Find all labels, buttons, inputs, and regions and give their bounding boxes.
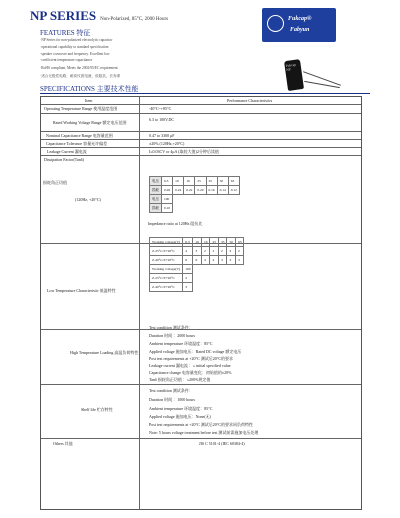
dissipation-label: Dissipation Factor(Tanδ): [44, 157, 84, 162]
tand-table: 电压 6.3 10 16 25 35 50 63 损耗 0.26 0.24 0.22 0.20 0.16 0.14 0.12 电压 100 损耗 0.10: [149, 176, 240, 213]
features-title: FEATURES 特征: [40, 29, 91, 37]
logo-mark-icon: [267, 15, 284, 32]
feature-line: ·coefficient temperature capacitance: [40, 58, 93, 62]
dissipation-condition: (120Hz, +20°C): [75, 197, 101, 202]
load-life-label: High Temperature Loading 高温负荷特性: [70, 350, 139, 355]
specs-divider: [40, 93, 370, 94]
header-item: Item: [85, 98, 93, 103]
others-label: Others 其他: [53, 441, 73, 446]
row-value: 0.47 to 3300 μF: [149, 133, 175, 138]
load-life-line: Test condition 测试条件：: [149, 325, 193, 330]
shelf-life-label: Shelf life 贮存特性: [81, 407, 113, 412]
shelf-life-line: Applied voltage 施加电压：None(无): [149, 414, 211, 419]
capacitor-image: Fukcap NP: [284, 59, 304, 91]
row-item: Rated Working Voltage Range 额定电压范围: [53, 120, 127, 125]
load-life-line: Applied voltage 施加电压：Rated DC voltage 额定电压: [149, 349, 242, 354]
header-performance: Performance Characteristics: [227, 98, 273, 103]
low-temp-note: Impedance ratio at 120Hz 阻抗比: [148, 221, 203, 226]
series-title: NP SERIES Non-Polarized, 85°C, 2000 Hours: [30, 8, 169, 23]
feature-line: ·适合无极性电路，耐高纹波电流，低阻抗，长寿命: [40, 74, 121, 78]
others-value: JIS C 5101-4 (IEC 60384-4): [199, 441, 245, 446]
shelf-life-line: Test condition 测试条件：: [149, 388, 193, 393]
shelf-life-line: Post test requirements at +20°C 测试后20°C的要求同负荷特性: [149, 422, 254, 427]
row-item: Capacitance Tolerance 容量允许偏差: [46, 141, 108, 146]
load-life-line: Ambient temperature 环境温度：85°C: [149, 341, 213, 346]
shelf-life-line: Note: 5 hours voltage treatment before test 测试前需施加电压处理: [149, 430, 259, 435]
feature-line: ·RoHS compliant. Meets the 2002/95/EC requirement: [40, 66, 118, 70]
row-value: -40°C~+85°C: [149, 106, 172, 111]
spec-table: [40, 96, 362, 510]
feature-line: ·NP Series for non-polarized electrolytic capacitor: [40, 38, 113, 42]
shelf-life-line: Duration 时间 ：1000 hours: [149, 397, 196, 402]
feature-line: ·operational capability to standard specification: [40, 45, 109, 49]
impedance-table: Working voltage(V) 6.3 10 16 25 35 50 63 Z-25°C/Z+20°C 4 3 2 2 2 2 2 Z-40°C/Z+20°C 8 6 4 4 3 3 3 Working voltage(V) 100 Z-25°C/Z+20°C 2 Z-40°C/Z+20°C 3: [149, 237, 244, 292]
load-life-line: Leakage current 漏电流 ：≤ initial specified value: [149, 363, 231, 368]
brand-logo: Fukcap® Fabyun: [262, 8, 336, 42]
row-item: Nominal Capacitance Range 电容量范围: [46, 133, 113, 138]
load-life-line: Tanδ 损耗角正切值 ：≤200%规定值: [149, 377, 211, 382]
feature-line: ·speaker crossover and frequency. Excellent low: [40, 52, 110, 56]
low-temp-label: Low Temperature Characteristic 低温特性: [47, 288, 116, 293]
specs-title: SPECIFICATIONS 主要技术性能: [40, 85, 139, 93]
load-life-line: Duration 时间 ：2000 hours: [149, 333, 196, 338]
row-item: Operating Temperature Range 使用温度范围: [44, 106, 118, 111]
load-life-line: Post test requirements at +20°C 测试后20°C的要求: [149, 356, 234, 361]
row-value: ±20% (120Hz,+20°C): [149, 141, 185, 146]
row-item: Leakage Current 漏电流: [47, 149, 87, 154]
row-value: 6.3 to 100V.DC: [149, 117, 175, 122]
load-life-line: Capacitance change 电容量变化：初始值的±20%: [149, 370, 232, 375]
series-subtitle: Non-Polarized, 85°C, 2000 Hours: [100, 17, 169, 22]
row-value: I≤0.03CV or 4μA (取较大值)2分钟后读值: [149, 149, 219, 154]
dissipation-label-cn: 损耗角正切值: [43, 180, 67, 185]
shelf-life-line: Ambient temperature 环境温度：85°C: [149, 406, 213, 411]
